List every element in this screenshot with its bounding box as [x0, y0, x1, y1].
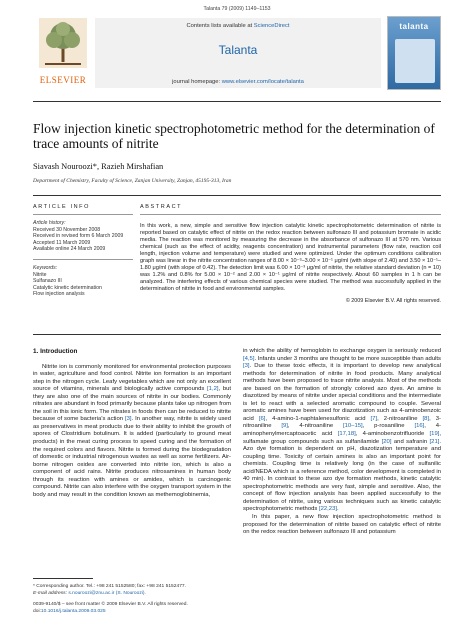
homepage-prefix: journal homepage:	[172, 79, 222, 85]
contents-banner	[95, 18, 381, 88]
front-rule	[33, 195, 441, 196]
email-link[interactable]: s.nouroozi@znu.ac.ir (S. Nouroozi).	[68, 590, 146, 596]
intro-paragraph-2: In this paper, a new flow injection spectrophotometric method is proposed for the determination of nitrite based on catalytic effect of nitrite on the redox reaction between sulfonazo III and potassium	[243, 514, 441, 536]
doi-link[interactable]: 10.1016/j.talanta.2009.03.025	[40, 608, 106, 614]
journal-homepage	[95, 79, 381, 85]
elsevier-tree-icon	[39, 18, 87, 68]
citation-link[interactable]: [16]	[414, 423, 425, 430]
citation-link[interactable]: [3]	[243, 363, 250, 370]
abstract-copyright: © 2009 Elsevier B.V. All rights reserved.	[345, 298, 441, 304]
history-item: Accepted 11 March 2009	[33, 239, 91, 246]
citation-link[interactable]: [22,23]	[318, 506, 337, 513]
citation-link[interactable]: [4,5]	[243, 355, 255, 362]
keyword: Catalytic kinetic determination	[33, 284, 102, 291]
homepage-link[interactable]: www.elsevier.com/locate/talanta	[221, 79, 304, 85]
citation-link[interactable]: [20]	[381, 438, 392, 445]
corresponding-author-note: * Corresponding author. Tel.: +98 241 5152580; fax: +98 241 5152477.	[33, 584, 186, 589]
citation-link[interactable]: [3]	[124, 416, 132, 423]
intro-paragraph-1: Nitrite ion is commonly monitored for environmental protection purposes in water, agriculture and food control. Nitrite ion formation is an important step in the nitrogen cycle. Leafy vegetables which are not only an excellent source of vitamins, minerals and biologically active compounds [1,2], but they are also one of the main sources of nitrite in our bodies. Commonly nitrates are abundant in food primarily because plants take up nitrogen from the soil in this ionic form. The nitrates in foods then can be reduced to nitrite because of some bacteria's action [3]. In another way, nitrite is widely used as preservatives in meat products due to their ability to inhibit the growth of spores of Clostridium botulinum. It is added (particularly to ground meat products) in the meat curing process to speed curing and the formation of the required colors and flavors. Nitrite is formed during the biodegradation of domestic or industrial nitrogenous wastes as well as some fertilizers. Air-borne nitrogen oxides are converted into nitrite ion, which is also a component of acid rains. Nitrite produces nitrosamines in human body through its reaction with amines or amides, which is carcinogenic compound. Nitrite can also interfere with the oxygen transport system in the body and may result in the condition known as methemoglobinemia,	[33, 363, 232, 498]
article-info	[33, 204, 133, 298]
abstract	[140, 204, 441, 304]
body-column-right	[243, 348, 441, 537]
footnote-rule	[33, 578, 93, 579]
issn-line: 0039-9140/$ – see front matter © 2009 Elsevier B.V. All rights reserved.	[33, 602, 188, 608]
keyword: Nitrite	[33, 271, 47, 278]
citation-link[interactable]: [19]	[429, 431, 440, 438]
keywords-divider	[33, 259, 133, 260]
section-heading: 1. Introduction	[33, 348, 78, 355]
abstract-text: In this work, a new, simple and sensitive flow injection catalytic kinetic spectrophotometric determination of nitrite is reported based on catalytic effect of nitrite on the redox reaction between sulfonazo III and potassium bromate in acidic media. The reaction was monitored by measuring the decrease in the absorbance of sulfonazo III at 570 nm. Various chemical (such as the effect of acidity, reagents concentration) and instrumental parameters (flow rate, reaction coil length, injection volume and temperature) were studied and were optimized. Under the optimum conditions calibration graph was linear in the nitrite concentration ranges of 8.00 × 10⁻³–3.00 × 10⁻¹ μg/ml (with slope of 2.40) and 3.50 × 10⁻¹–1.80 μg/ml (with slope of 0.42). The detection limit was 6.00 × 10⁻³ μg/ml of nitrite, the relative standard deviation (n = 10) was 1.2% and 0.8% for 5.00 × 10⁻² and 2.00 × 10⁻¹ μg/ml of nitrite respectively. About 60 samples in 1 h can be analyzed. The interfering effects of various chemical species were studied. The method was successfully applied in the determination of nitrite in food and environmental samples.	[140, 223, 441, 292]
keywords-label: Keywords:	[33, 264, 58, 271]
body-rule	[33, 334, 441, 335]
citation-link[interactable]: [6]	[258, 415, 266, 422]
running-head: Talanta 79 (2009) 1149–1153	[203, 6, 271, 12]
citation-link[interactable]: [9]	[281, 423, 288, 430]
intro-paragraph-1-continued: in which the ability of hemoglobin to exchange oxygen is seriously reduced [4,5]. Infants under 3 months are thought to be more susceptible than adults [3]. Due to these toxic effects, it is important to develop new analytical methods for determination of nitrite in food products. Many analytical methods have been proposed to trace nitrite analysis. Most of the methods are based on the formation of strongly colored azo dyes. An amine is diazotized by means of nitrite under special conditions and the intermediate is let to react with a selected aromatic compound to couple. Several aromatic amines have been used for diazotization such as 4-aminobenzoic acid [6], 4-amino-1-naphtalenesulfonic acid [7], 2-nitroaniline [8], 3-nitroaniline [9], 4-nitroaniline [10–15], p-rosaniline [16], 4-aminophenylmercaptoacetic acid [17,18], 4-aminobenzotrifluoride [19], sulfamate group compounds such as sulfanilamide [20] and safranin [21]. Azo dye formation is dependent on pH, diazotization temperature and coupling time. Toxicity of certain amines is also an important point for chemists. Coupling time is relatively long (in the case of sulfanilic acid/NEDA which is a reference method, color development is completed in 40 min). In contrast to these azo dye formation methods, kinetic catalytic spectrophotometric methods are very fast, simple and sensitive. Also, the concept of flow injection analysis has been applied successfully to the determination of nitrite, using various techniques such as kinetic catalytic spectrophotometric methods [22,23].	[243, 348, 441, 513]
doi-label: doi:	[33, 608, 41, 614]
abstract-divider	[140, 214, 441, 215]
history-item: Available online 24 March 2009	[33, 246, 106, 253]
history-label: Article history:	[33, 220, 66, 226]
article-authors: Siavash Nouroozi*, Razieh Mirshafian	[33, 162, 164, 171]
article-info-divider	[33, 214, 133, 215]
citation-link[interactable]: [7]	[370, 415, 378, 422]
email-label: E-mail address:	[33, 590, 69, 596]
cover-title: talanta	[399, 22, 429, 31]
journal-title: Talanta	[218, 43, 258, 57]
doi-line	[33, 609, 233, 616]
citation-link[interactable]: [21]	[429, 438, 440, 445]
abstract-header: ABSTRACT	[140, 204, 183, 210]
keyword: Flow injection analysis	[33, 291, 85, 298]
citation-link[interactable]: [17,18]	[337, 431, 356, 438]
citation-link[interactable]: [8]	[422, 415, 430, 422]
journal-cover-thumbnail	[387, 16, 441, 90]
citation-link[interactable]: [10–15]	[342, 423, 363, 430]
article-title: Flow injection kinetic spectrophotometric method for the determination of trace amounts of nitrite	[33, 121, 435, 151]
body-column-left	[33, 348, 231, 499]
history-item: Received 30 November 2008	[33, 226, 101, 233]
journal-masthead	[33, 16, 441, 102]
author-affiliation: Department of Chemistry, Faculty of Science, Zanjan University, Zanjan, 45195-313, Iran	[33, 178, 232, 184]
sciencedirect-link[interactable]: ScienceDirect	[253, 23, 290, 29]
history-item: Received in revised form 6 March 2009	[33, 233, 124, 240]
email-note	[33, 591, 233, 598]
elsevier-wordmark: ELSEVIER	[39, 75, 87, 85]
article-info-header: ARTICLE INFO	[33, 204, 90, 210]
contents-line	[95, 23, 381, 29]
keyword: Sulfanazo III	[33, 278, 62, 285]
masthead-rule	[33, 101, 441, 102]
cover-artwork	[395, 39, 435, 83]
elsevier-logo	[33, 18, 93, 90]
footnotes	[33, 584, 233, 615]
citation-link[interactable]: [1,2]	[207, 386, 219, 393]
contents-prefix: Contents lists available at	[186, 23, 254, 29]
